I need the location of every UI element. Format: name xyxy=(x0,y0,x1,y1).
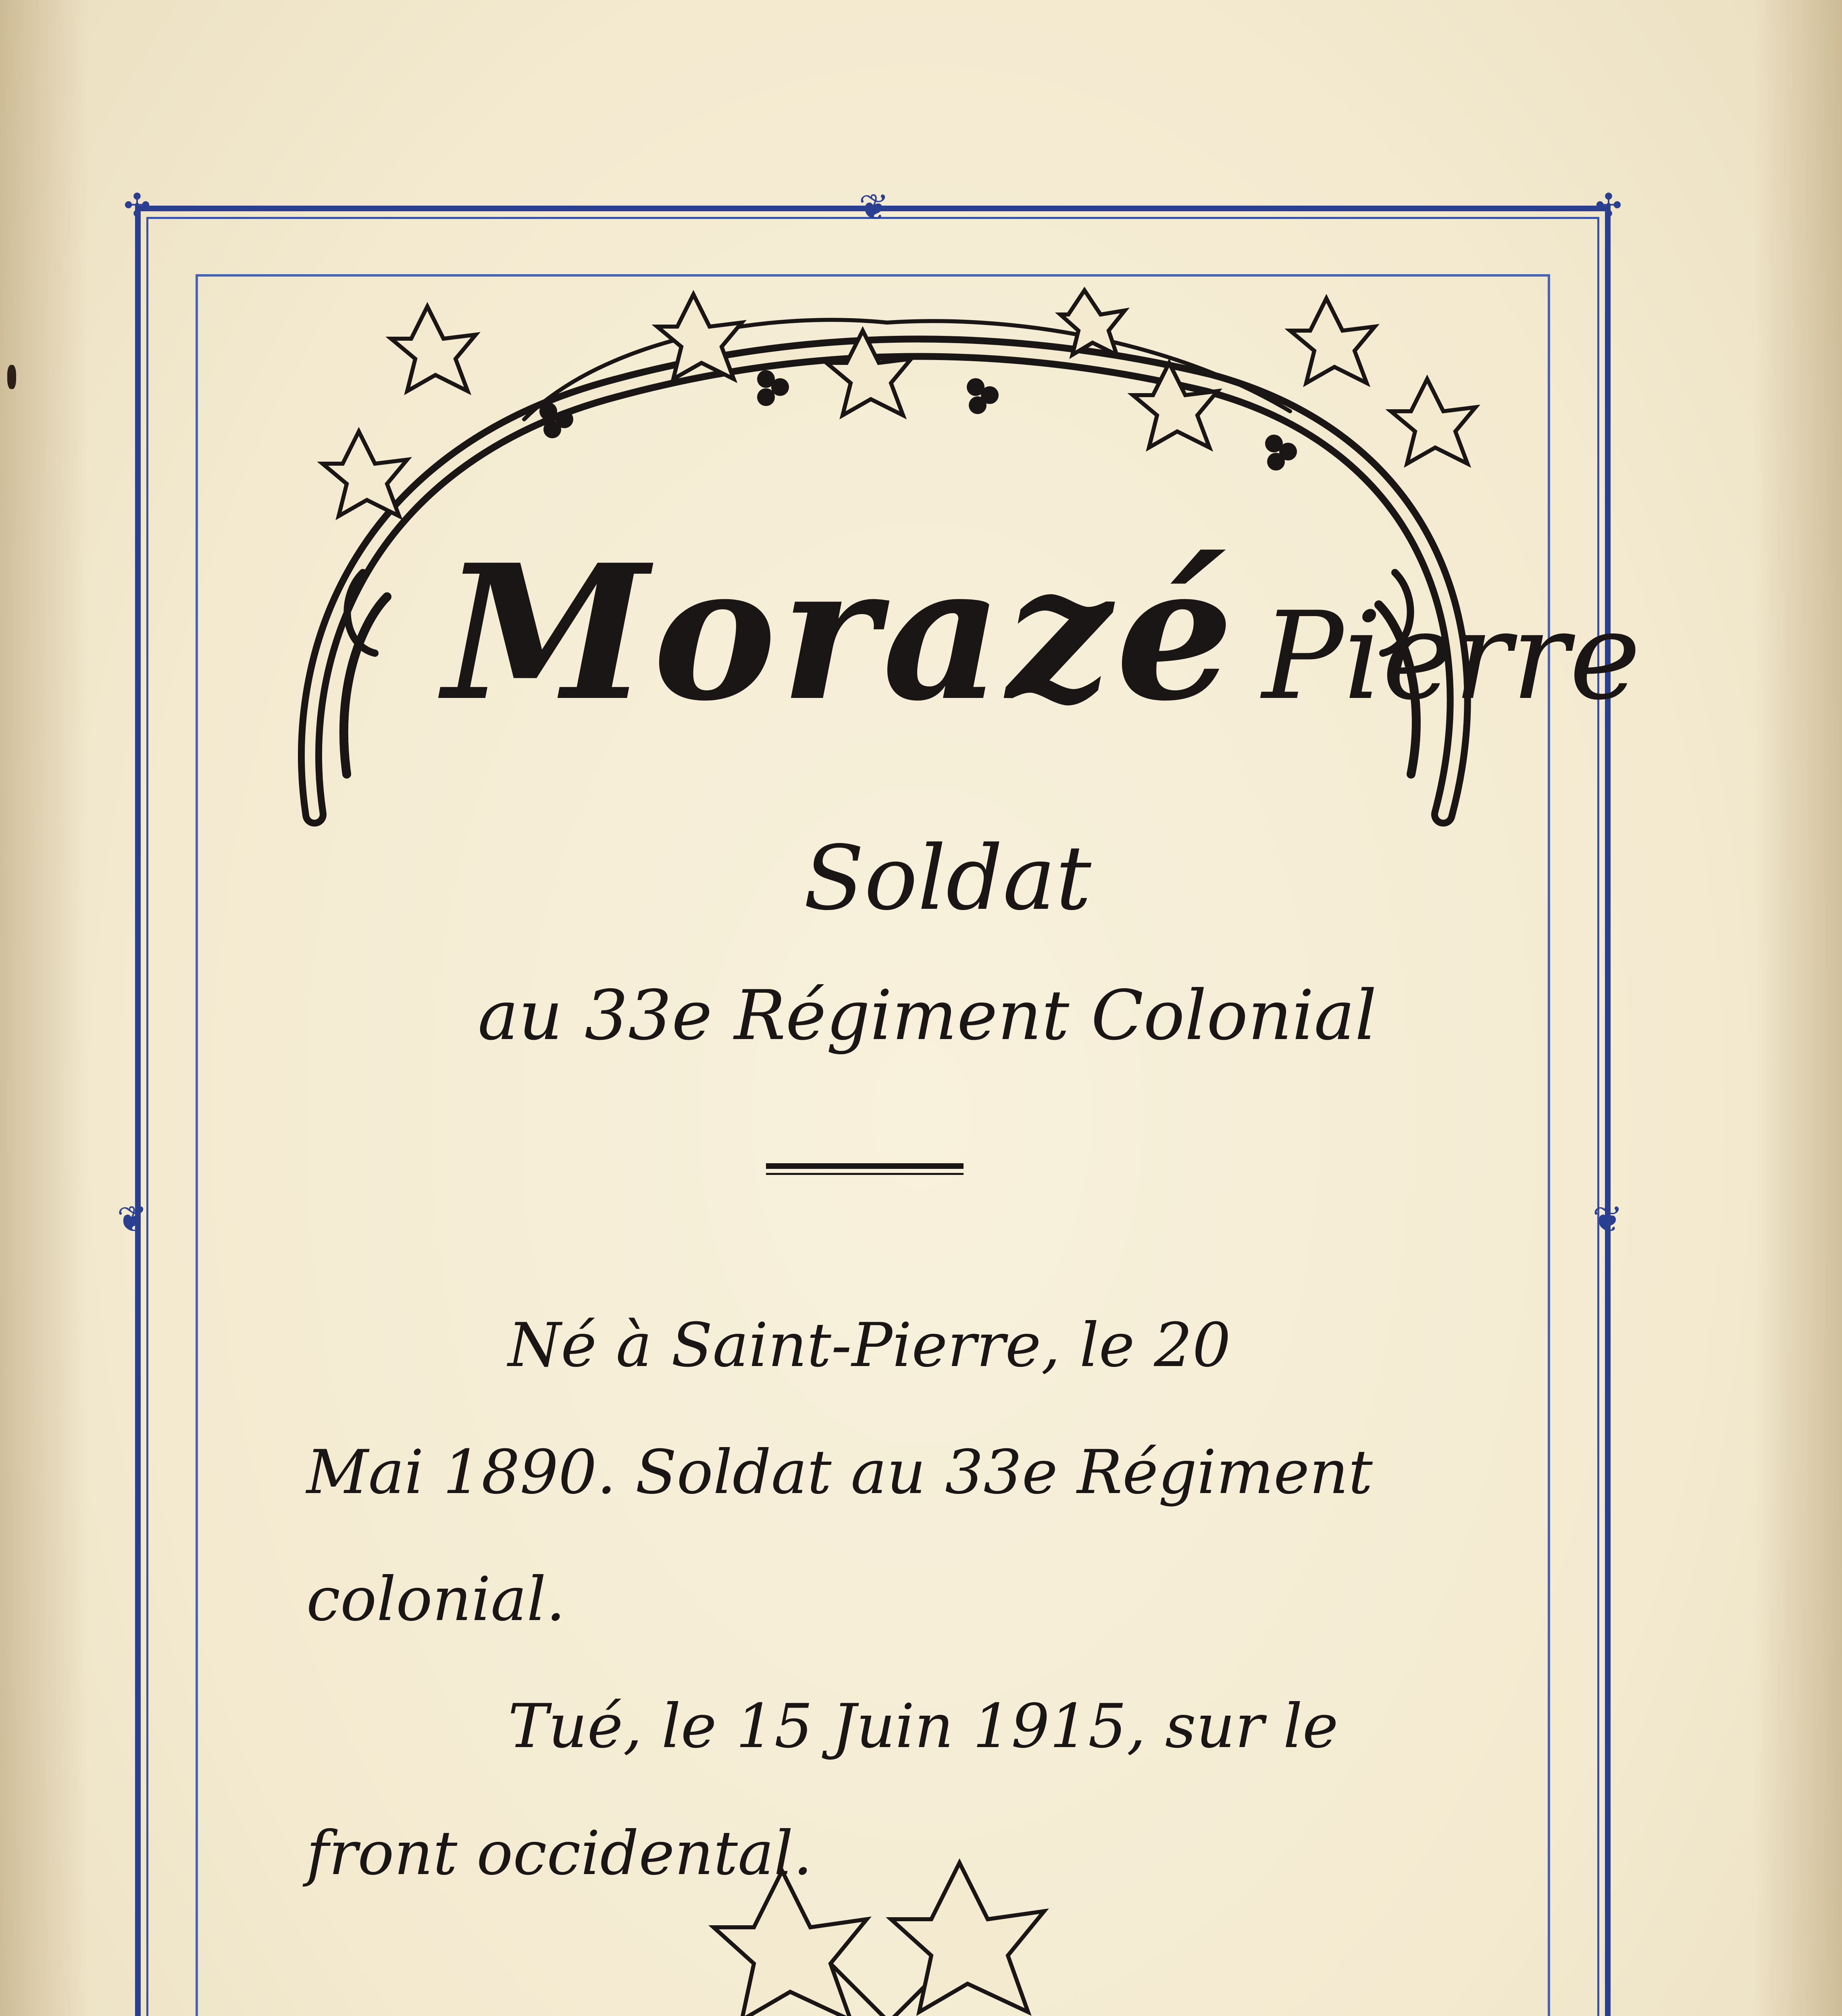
divider-rule xyxy=(766,1163,964,1175)
first-name: Pierre xyxy=(1262,586,1641,727)
rank-line: Soldat xyxy=(803,827,1091,930)
biography-line: Tué, le 15 Juin 1915, sur le xyxy=(508,1691,1338,1762)
biography-line: Né à Saint-Pierre, le 20 xyxy=(508,1310,1231,1381)
biography-line: front occidental. xyxy=(306,1818,813,1889)
biography-line: colonial. xyxy=(306,1564,566,1635)
crossed-ivy-sprigs-ornament xyxy=(706,1855,1068,2016)
frame-corner-ornament: ✣ xyxy=(123,187,151,224)
biography-text xyxy=(306,1282,1536,1917)
regiment-line: au 33e Régiment Colonial xyxy=(477,976,1377,1056)
page-edge-shadow-right xyxy=(1753,0,1842,2016)
frame-corner-ornament: ✣ xyxy=(1595,187,1622,224)
ink-spot xyxy=(7,365,16,389)
surname: Morazé xyxy=(443,524,1238,742)
page-edge-shadow-left xyxy=(0,0,89,2016)
biography-line: Mai 1890. Soldat au 33e Régiment xyxy=(306,1437,1373,1508)
frame-left-center-ornament: ❦ xyxy=(117,1198,148,1241)
frame-top-center-ornament: ❦ xyxy=(859,186,889,229)
frame-right-center-ornament: ❦ xyxy=(1592,1198,1623,1241)
page-title xyxy=(443,524,1641,742)
